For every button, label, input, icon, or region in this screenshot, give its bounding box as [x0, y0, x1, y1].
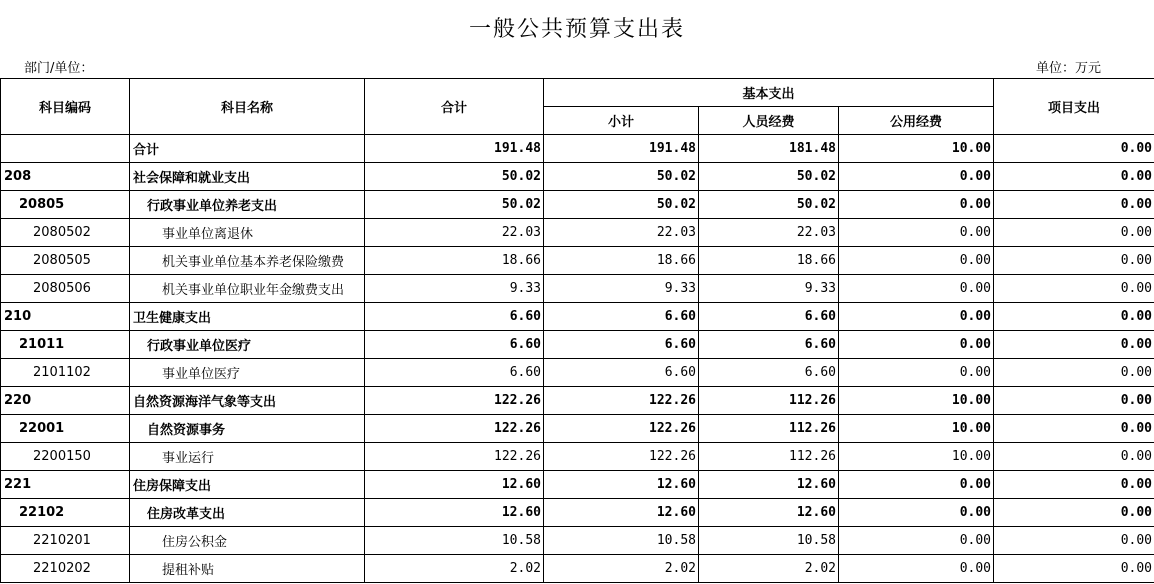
cell-code: 22102	[1, 499, 130, 527]
cell-code: 2080505	[1, 247, 130, 275]
table-row	[1, 191, 1154, 219]
table-row	[1, 359, 1154, 387]
cell-public: 0.00	[839, 163, 994, 191]
cell-personnel: 112.26	[699, 443, 839, 471]
cell-public: 0.00	[839, 555, 994, 583]
cell-name: 提租补贴	[130, 555, 365, 583]
cell-code: 208	[1, 163, 130, 191]
cell-total: 122.26	[365, 415, 544, 443]
cell-subtotal: 122.26	[544, 415, 699, 443]
cell-personnel: 50.02	[699, 163, 839, 191]
cell-total: 6.60	[365, 303, 544, 331]
cell-total: 191.48	[365, 135, 544, 163]
cell-code: 21011	[1, 331, 130, 359]
budget-table	[0, 78, 1154, 583]
cell-personnel: 112.26	[699, 387, 839, 415]
cell-code: 2210201	[1, 527, 130, 555]
cell-personnel: 18.66	[699, 247, 839, 275]
cell-project: 0.00	[994, 303, 1154, 331]
cell-project: 0.00	[994, 359, 1154, 387]
cell-subtotal: 2.02	[544, 555, 699, 583]
cell-subtotal: 6.60	[544, 359, 699, 387]
cell-name: 行政事业单位医疗	[130, 331, 365, 359]
cell-subtotal: 6.60	[544, 331, 699, 359]
header-code: 科目编码	[1, 79, 130, 135]
cell-total: 122.26	[365, 443, 544, 471]
cell-public: 0.00	[839, 247, 994, 275]
cell-name: 卫生健康支出	[130, 303, 365, 331]
table-row	[1, 527, 1154, 555]
cell-project: 0.00	[994, 247, 1154, 275]
cell-code: 210	[1, 303, 130, 331]
cell-personnel: 9.33	[699, 275, 839, 303]
table-row	[1, 275, 1154, 303]
cell-name: 自然资源事务	[130, 415, 365, 443]
cell-subtotal: 122.26	[544, 443, 699, 471]
header-basic: 基本支出	[544, 79, 994, 107]
cell-public: 0.00	[839, 275, 994, 303]
cell-subtotal: 50.02	[544, 191, 699, 219]
cell-project: 0.00	[994, 219, 1154, 247]
cell-personnel: 50.02	[699, 191, 839, 219]
cell-project: 0.00	[994, 275, 1154, 303]
table-row	[1, 331, 1154, 359]
table-row	[1, 163, 1154, 191]
cell-name: 事业单位离退休	[130, 219, 365, 247]
cell-total: 2.02	[365, 555, 544, 583]
department-label: 部门/单位：	[24, 61, 94, 76]
cell-public: 0.00	[839, 527, 994, 555]
cell-total: 6.60	[365, 359, 544, 387]
cell-subtotal: 50.02	[544, 163, 699, 191]
cell-total: 22.03	[365, 219, 544, 247]
cell-personnel: 6.60	[699, 331, 839, 359]
cell-project: 0.00	[994, 163, 1154, 191]
cell-total: 6.60	[365, 331, 544, 359]
cell-public: 0.00	[839, 303, 994, 331]
table-row	[1, 415, 1154, 443]
cell-name: 事业单位医疗	[130, 359, 365, 387]
cell-total: 50.02	[365, 191, 544, 219]
cell-personnel: 12.60	[699, 471, 839, 499]
cell-project: 0.00	[994, 527, 1154, 555]
cell-personnel: 22.03	[699, 219, 839, 247]
cell-code: 2080502	[1, 219, 130, 247]
cell-public: 10.00	[839, 443, 994, 471]
table-row	[1, 247, 1154, 275]
cell-name: 合计	[130, 135, 365, 163]
cell-name: 机关事业单位基本养老保险缴费	[130, 247, 365, 275]
cell-total: 9.33	[365, 275, 544, 303]
header-project: 项目支出	[994, 79, 1154, 135]
table-row	[1, 499, 1154, 527]
cell-subtotal: 22.03	[544, 219, 699, 247]
cell-total: 10.58	[365, 527, 544, 555]
cell-code: 20805	[1, 191, 130, 219]
unit-label: 单位：万元	[1036, 61, 1102, 76]
cell-project: 0.00	[994, 191, 1154, 219]
cell-public: 10.00	[839, 415, 994, 443]
cell-subtotal: 6.60	[544, 303, 699, 331]
cell-project: 0.00	[994, 387, 1154, 415]
header-total: 合计	[365, 79, 544, 135]
cell-public: 10.00	[839, 135, 994, 163]
cell-public: 0.00	[839, 359, 994, 387]
table-row	[1, 443, 1154, 471]
header-subtotal: 小计	[544, 107, 699, 135]
cell-public: 0.00	[839, 191, 994, 219]
cell-public: 0.00	[839, 331, 994, 359]
header-public: 公用经费	[839, 107, 994, 135]
cell-project: 0.00	[994, 555, 1154, 583]
cell-name: 自然资源海洋气象等支出	[130, 387, 365, 415]
cell-subtotal: 10.58	[544, 527, 699, 555]
cell-code: 2210202	[1, 555, 130, 583]
cell-project: 0.00	[994, 135, 1154, 163]
table-row	[1, 471, 1154, 499]
cell-subtotal: 18.66	[544, 247, 699, 275]
cell-code: 2080506	[1, 275, 130, 303]
cell-total: 12.60	[365, 499, 544, 527]
cell-project: 0.00	[994, 443, 1154, 471]
page-title: 一般公共预算支出表	[468, 17, 685, 42]
cell-code: 220	[1, 387, 130, 415]
cell-total: 50.02	[365, 163, 544, 191]
cell-subtotal: 12.60	[544, 471, 699, 499]
cell-personnel: 6.60	[699, 303, 839, 331]
cell-subtotal: 191.48	[544, 135, 699, 163]
cell-code	[1, 135, 130, 163]
table-body	[1, 135, 1154, 583]
table-row	[1, 219, 1154, 247]
cell-code: 22001	[1, 415, 130, 443]
cell-personnel: 6.60	[699, 359, 839, 387]
cell-personnel: 12.60	[699, 499, 839, 527]
cell-project: 0.00	[994, 331, 1154, 359]
cell-public: 10.00	[839, 387, 994, 415]
cell-personnel: 181.48	[699, 135, 839, 163]
cell-project: 0.00	[994, 415, 1154, 443]
cell-public: 0.00	[839, 499, 994, 527]
cell-code: 221	[1, 471, 130, 499]
cell-name: 机关事业单位职业年金缴费支出	[130, 275, 365, 303]
cell-project: 0.00	[994, 499, 1154, 527]
cell-public: 0.00	[839, 219, 994, 247]
cell-name: 社会保障和就业支出	[130, 163, 365, 191]
cell-subtotal: 9.33	[544, 275, 699, 303]
cell-project: 0.00	[994, 471, 1154, 499]
header-personnel: 人员经费	[699, 107, 839, 135]
cell-name: 住房改革支出	[130, 499, 365, 527]
cell-subtotal: 122.26	[544, 387, 699, 415]
cell-personnel: 10.58	[699, 527, 839, 555]
cell-personnel: 112.26	[699, 415, 839, 443]
table-row	[1, 135, 1154, 163]
cell-total: 18.66	[365, 247, 544, 275]
cell-subtotal: 12.60	[544, 499, 699, 527]
table-row	[1, 303, 1154, 331]
table-row	[1, 387, 1154, 415]
cell-name: 事业运行	[130, 443, 365, 471]
table-row	[1, 555, 1154, 583]
cell-name: 住房保障支出	[130, 471, 365, 499]
cell-code: 2200150	[1, 443, 130, 471]
cell-public: 0.00	[839, 471, 994, 499]
cell-personnel: 2.02	[699, 555, 839, 583]
cell-total: 12.60	[365, 471, 544, 499]
cell-total: 122.26	[365, 387, 544, 415]
header-name: 科目名称	[130, 79, 365, 135]
cell-code: 2101102	[1, 359, 130, 387]
cell-name: 行政事业单位养老支出	[130, 191, 365, 219]
cell-name: 住房公积金	[130, 527, 365, 555]
